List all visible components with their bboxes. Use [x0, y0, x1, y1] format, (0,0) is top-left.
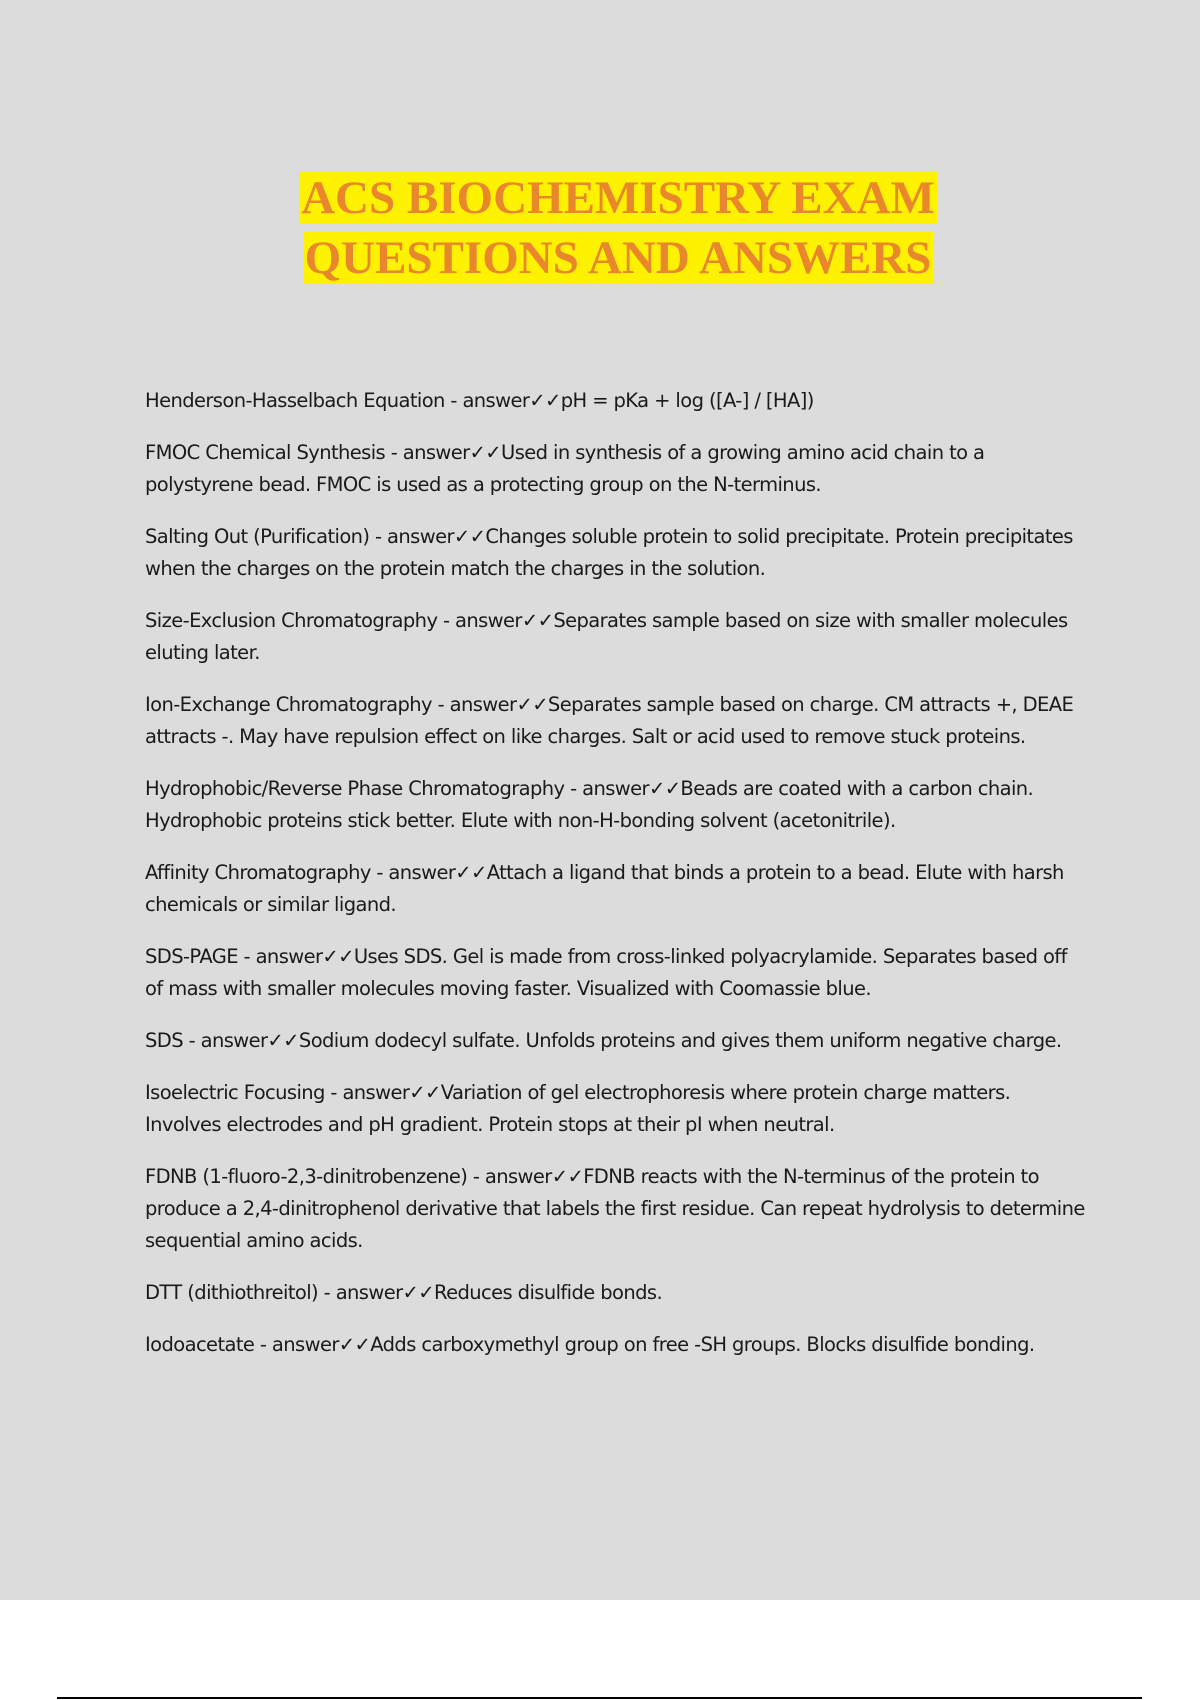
qa-item-sds-page: SDS-PAGE - answer✓✓Uses SDS. Gel is made from cross-linked polyacrylamide. Separates based off of mass with smaller molecules moving faster. Visualized with Coomassie blue.: [145, 945, 1067, 1000]
footer-divider: [57, 1697, 1142, 1699]
qa-list: [145, 385, 1090, 1381]
title-line-1: ACS BIOCHEMISTRY EXAM: [301, 172, 935, 224]
qa-item-size-exclusion: Size-Exclusion Chromatography - answer✓✓Separates sample based on size with smaller molecules eluting later.: [145, 609, 1068, 664]
title-line-2: QUESTIONS AND ANSWERS: [304, 232, 932, 284]
qa-item-iodoacetate: Iodoacetate - answer✓✓Adds carboxymethyl group on free -SH groups. Blocks disulfide bonding.: [145, 1333, 1035, 1356]
document-title: [0, 168, 1200, 288]
qa-item-ion-exchange: Ion-Exchange Chromatography - answer✓✓Separates sample based on charge. CM attracts +, DEAE attracts -. May have repulsion effect on like charges. Salt or acid used to remove stuck proteins.: [145, 693, 1074, 748]
qa-item-fdnb: FDNB (1-fluoro-2,3-dinitrobenzene) - answer✓✓FDNB reacts with the N-terminus of the protein to produce a 2,4-dinitrophenol derivative that labels the first residue. Can repeat hydrolysis to determine sequential amino acids.: [145, 1165, 1085, 1252]
qa-item-dtt: DTT (dithiothreitol) - answer✓✓Reduces disulfide bonds.: [145, 1281, 663, 1304]
qa-item-salting-out: Salting Out (Purification) - answer✓✓Changes soluble protein to solid precipitate. Protein precipitates when the charges on the protein match the charges in the solution.: [145, 525, 1073, 580]
qa-item-affinity: Affinity Chromatography - answer✓✓Attach a ligand that binds a protein to a bead. Elute with harsh chemicals or similar ligand.: [145, 861, 1064, 916]
qa-item-henderson-hasselbach: Henderson-Hasselbach Equation - answer✓✓pH = pKa + log ([A-] / [HA]): [145, 389, 814, 412]
qa-item-sds: SDS - answer✓✓Sodium dodecyl sulfate. Unfolds proteins and gives them uniform negative charge.: [145, 1029, 1062, 1052]
qa-item-fmoc-synthesis: FMOC Chemical Synthesis - answer✓✓Used in synthesis of a growing amino acid chain to a polystyrene bead. FMOC is used as a protecting group on the N-terminus.: [145, 441, 985, 496]
qa-item-isoelectric-focusing: Isoelectric Focusing - answer✓✓Variation of gel electrophoresis where protein charge matters. Involves electrodes and pH gradient. Protein stops at their pI when neutral.: [145, 1081, 1011, 1136]
qa-item-hydrophobic: Hydrophobic/Reverse Phase Chromatography - answer✓✓Beads are coated with a carbon chain. Hydrophobic proteins stick better. Elute with non-H-bonding solvent (acetonitrile).: [145, 777, 1034, 832]
